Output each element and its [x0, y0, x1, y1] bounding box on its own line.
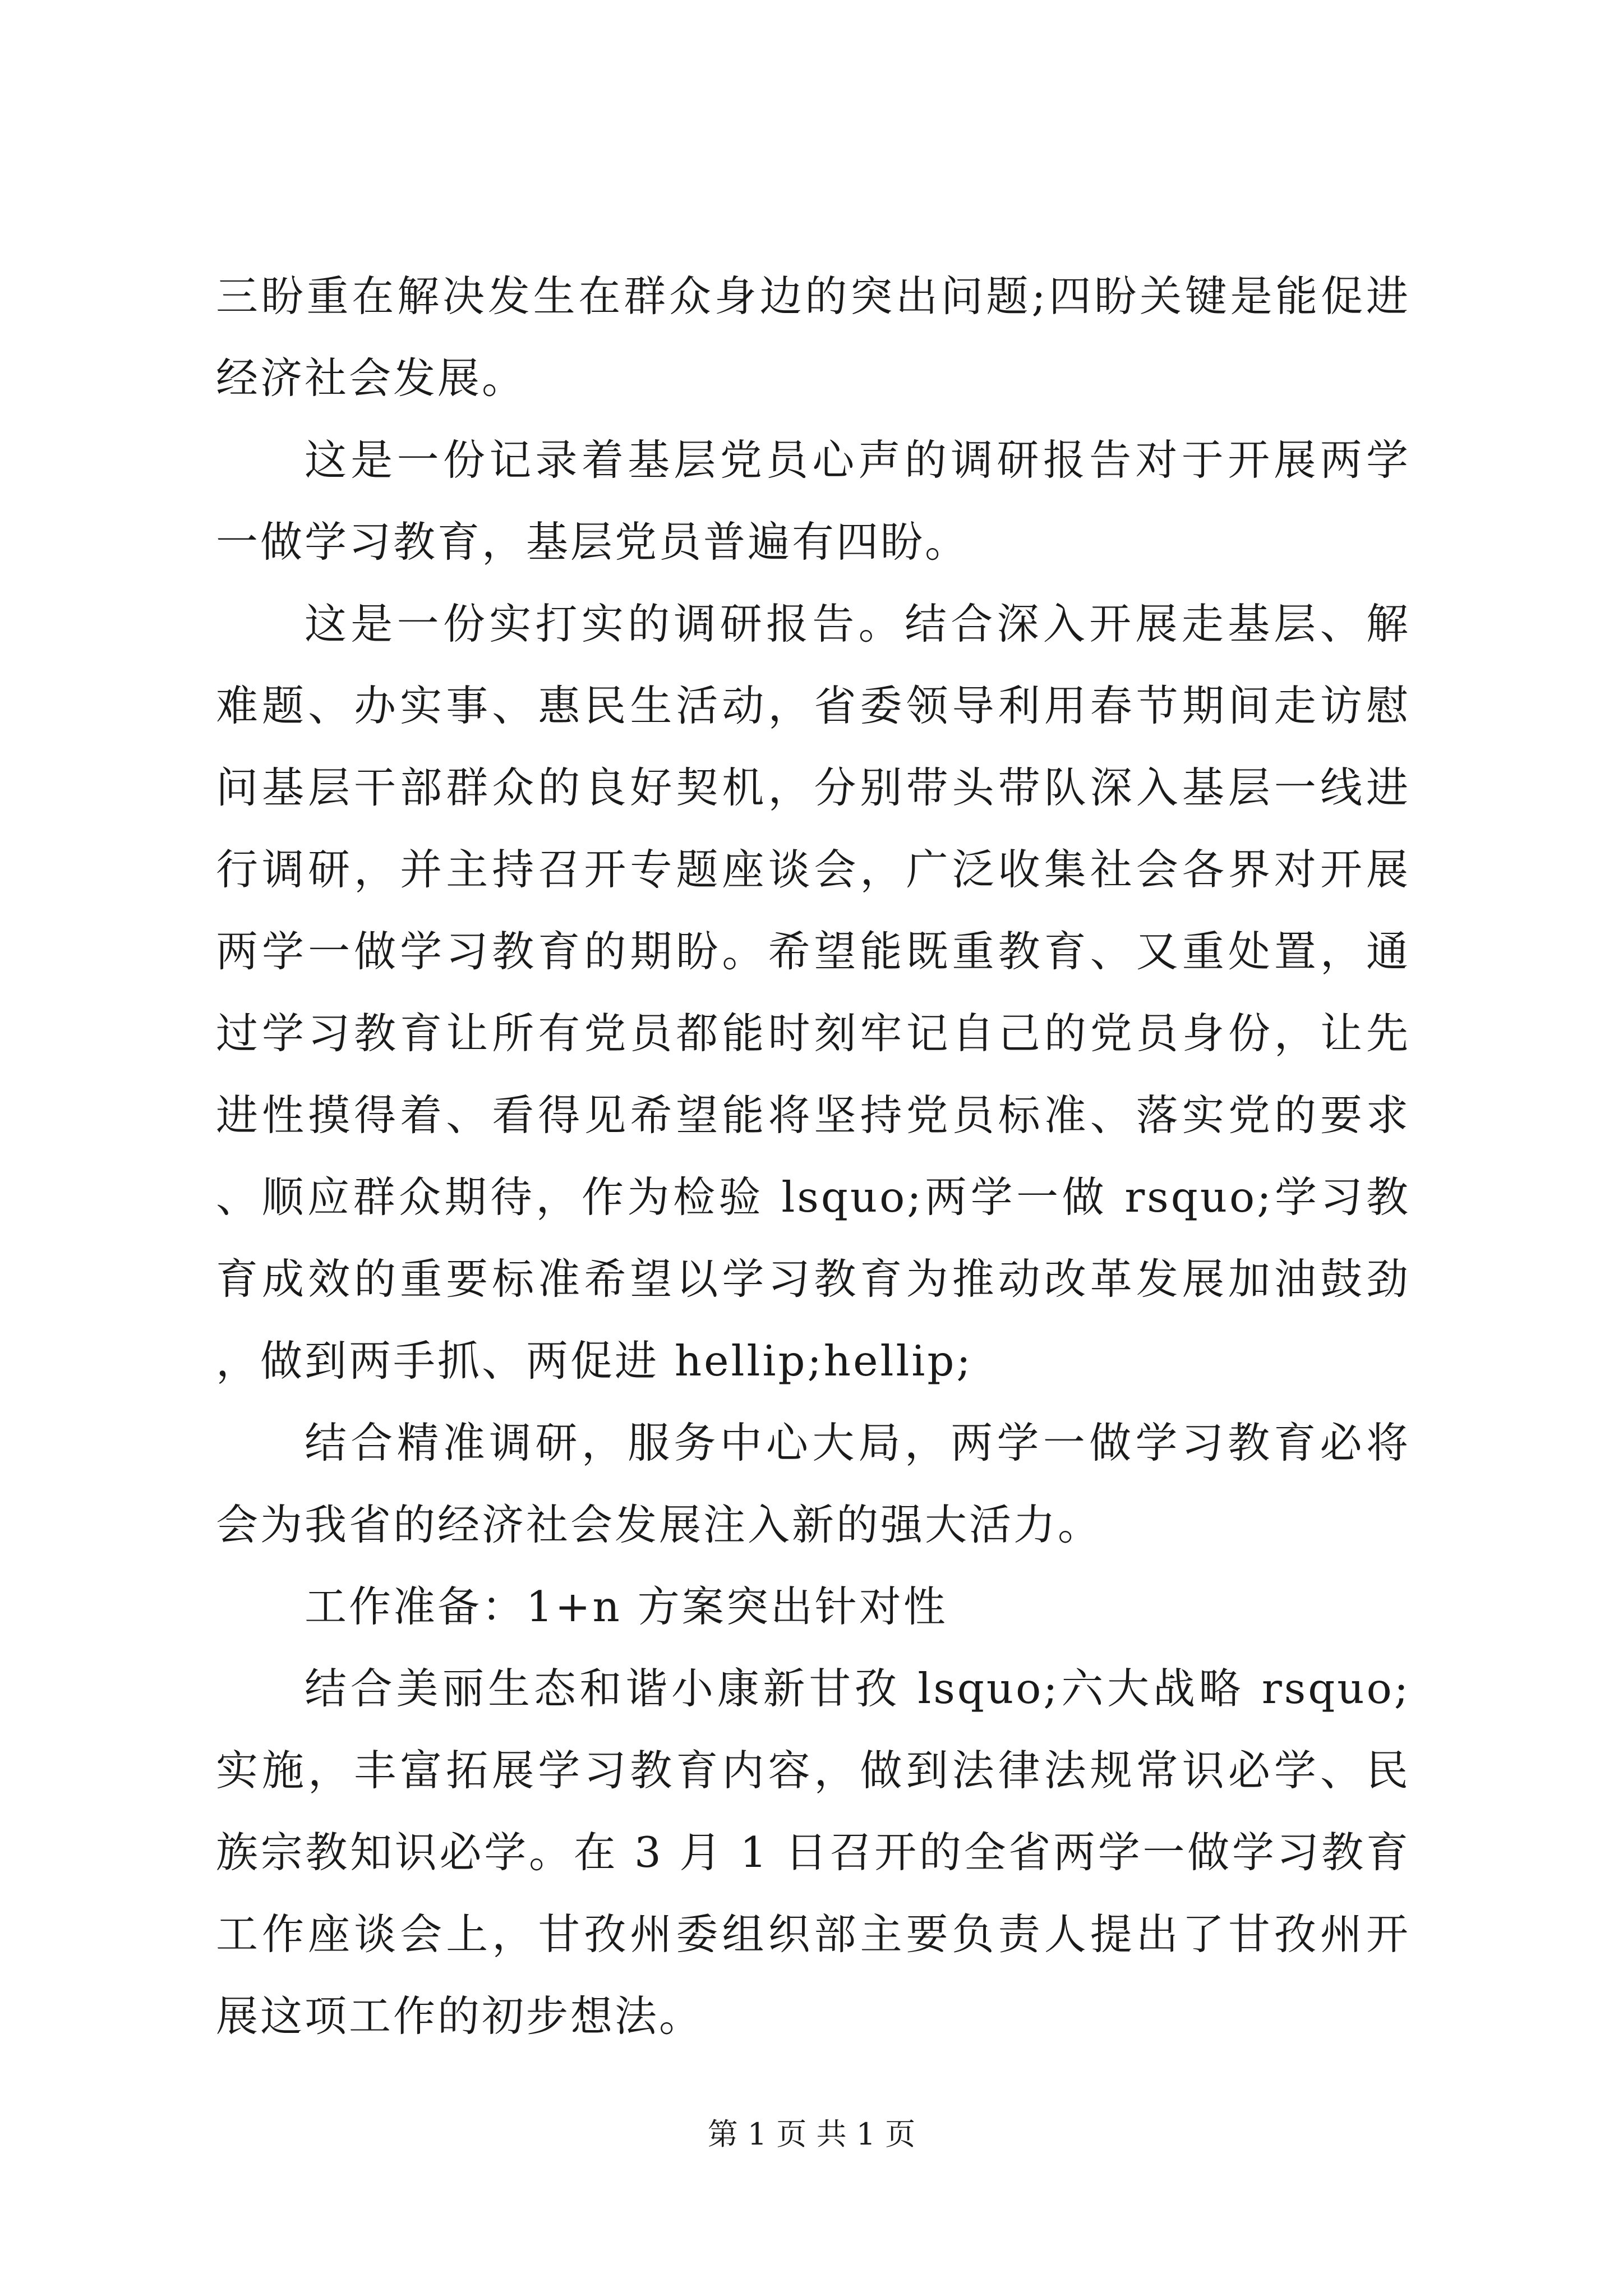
paragraph-2: 这是一份记录着基层党员心声的调研报告对于开展两学一做学习教育，基层党员普遍有四盼。: [216, 435, 1410, 567]
paragraph-5: 结合美丽生态和谐小康新甘孜 lsquo;六大战略 rsquo;实施，丰富拓展学习教育内容，做到法律法规常识必学、民族宗教知识必学。在 3 月 1 日召开的全省两学一做学习教育工作座谈会上，甘孜州委组织部主要负责人提出了甘孜州开展这项工作的初步想法。: [216, 1664, 1410, 2041]
page-number-footer: 第 1 页 共 1 页: [707, 2116, 916, 2152]
paragraph-4: 结合精准调研，服务中心大局，两学一做学习教育必将会为我省的经济社会发展注入新的强大活力。: [216, 1418, 1410, 1549]
paragraph-3: 这是一份实打实的调研报告。结合深入开展走基层、解难题、办实事、惠民生活动，省委领导利用春节期间走访慰问基层干部群众的良好契机，分别带头带队深入基层一线进行调研，并主持召开专题座谈会，广泛收集社会各界对开展两学一做学习教育的期盼。希望能既重教育、又重处置，通过学习教育让所有党员都能时刻牢记自己的党员身份，让先进性摸得着、看得见希望能将坚持党员标准、落实党的要求、顺应群众期待，作为检验 lsquo;两学一做 rsquo;学习教育成效的重要标准希望以学习教育为推动改革发展加油鼓劲，做到两手抓、两促进 hellip;hellip;: [216, 599, 1410, 1386]
paragraph-1: 三盼重在解决发生在群众身边的突出问题;四盼关键是能促进经济社会发展。: [216, 272, 1410, 403]
document-body: [216, 255, 1410, 2057]
section-heading-work-preparation: 工作准备：1+n 方案突出针对性: [305, 1582, 948, 1631]
